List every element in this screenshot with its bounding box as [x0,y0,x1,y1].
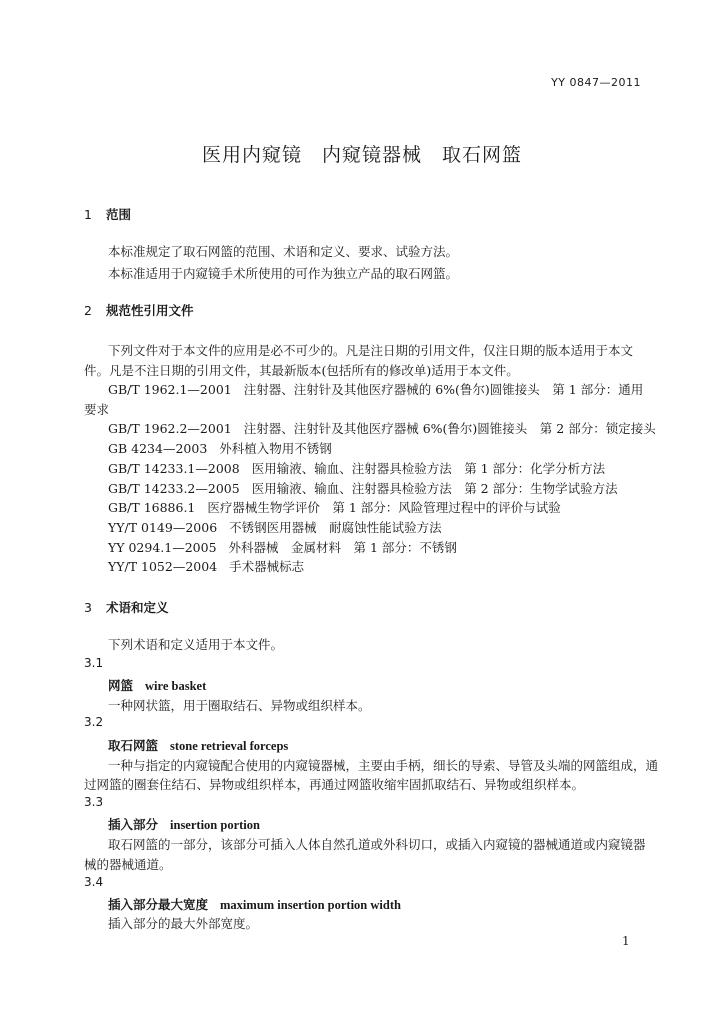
section-title: 规范性引用文件 [106,303,194,318]
reference-item [108,479,618,497]
reference-code: YY/T 1052—2004 [108,559,218,574]
reference-code: GB/T 14233.2—2005 [108,481,240,496]
reference-title: 不锈钢医用器械 耐腐蚀性能试验方法 [229,520,442,535]
document-title: 医用内窥镜 内窥镜器械 取石网篮 [201,144,522,166]
section-number: 1 [84,207,92,222]
section-1-heading [84,205,131,223]
term-en: wire basket [145,679,207,693]
section-number: 2 [84,303,92,318]
term-definition: 一种与指定的内窥镜配合使用的内窥镜器械，主要由手柄，细长的导索、导管及头端的网篮组成，通 [108,758,659,773]
reference-title: 注射器、注射针及其他医疗器械的 6%(鲁尔)圆锥接头 第 1 部分：通用 [243,382,644,397]
term-zh: 插入部分最大宽度 [108,897,209,912]
reference-code: GB/T 1962.1—2001 [108,382,232,397]
page-number: 1 [622,934,630,948]
term-definition: 插入部分的最大外部宽度。 [108,916,259,931]
paragraph: 下列文件对于本文件的应用是必不可少的。凡是注日期的引用文件，仅注日期的版本适用于本文 [108,343,634,358]
reference-title: 医疗器械生物学评价 第 1 部分：风险管理过程中的评价与试验 [207,500,561,515]
term-definition: 一种网状篮，用于圈取结石、异物或组织样本。 [108,698,371,713]
reference-item [108,380,643,398]
term-en: maximum insertion portion width [220,898,401,912]
reference-code: GB 4234—2003 [108,441,208,456]
reference-code: YY 0294.1—2005 [108,540,217,555]
paragraph: 下列术语和定义适用于本文件。 [108,637,284,652]
reference-item [108,439,332,457]
term-number: 3.4 [84,875,104,889]
section-title: 范围 [106,207,132,222]
paragraph: 件。凡是不注日期的引用文件，其最新版本(包括所有的修改单)适用于本文件。 [84,363,519,378]
term-number: 3.1 [84,656,104,670]
section-3-heading [84,598,169,616]
standard-number: YY 0847—2011 [551,76,641,89]
term-heading [108,815,260,833]
reference-title: 手术器械标志 [229,559,305,574]
term-zh: 取石网篮 [108,738,159,753]
term-definition: 械的器械通道。 [84,857,172,872]
reference-title: 外科植入物用不锈钢 [219,441,332,456]
reference-code: YY/T 0149—2006 [108,520,218,535]
reference-code: GB/T 14233.1—2008 [108,461,240,476]
paragraph: 本标准规定了取石网篮的范围、术语和定义、要求、试验方法。 [108,244,459,259]
reference-continuation: 要求 [84,402,110,417]
term-heading [108,895,401,913]
term-zh: 网篮 [108,678,134,693]
section-number: 3 [84,600,92,615]
term-number: 3.2 [84,715,104,729]
reference-item [108,557,304,575]
term-definition: 取石网篮的一部分，该部分可插入人体自然孔道或外科切口，或插入内窥镜的器械通道或内窥镜器 [108,837,646,852]
section-title: 术语和定义 [106,600,169,615]
term-number: 3.3 [84,795,104,809]
reference-item [108,419,656,437]
term-en: stone retrieval forceps [170,739,289,753]
term-heading [108,676,206,694]
term-en: insertion portion [170,818,260,832]
term-zh: 插入部分 [108,817,159,832]
reference-item [108,538,457,556]
term-definition: 过网篮的圈套住结石、异物或组织样本，再通过网篮收缩牢固抓取结石、异物或组织样本。 [84,777,585,792]
reference-item [108,518,442,536]
reference-code: GB/T 16886.1 [108,500,196,515]
term-heading [108,736,288,754]
reference-code: GB/T 1962.2—2001 [108,421,232,436]
paragraph: 本标准适用于内窥镜手术所使用的可作为独立产品的取石网篮。 [108,266,459,281]
reference-title: 医用输液、输血、注射器具检验方法 第 2 部分：生物学试验方法 [251,481,618,496]
reference-title: 医用输液、输血、注射器具检验方法 第 1 部分：化学分析方法 [251,461,606,476]
section-2-heading [84,301,194,319]
reference-title: 外科器械 金属材料 第 1 部分：不锈钢 [228,540,457,555]
reference-item [108,498,561,516]
reference-title: 注射器、注射针及其他医疗器械 6%(鲁尔)圆锥接头 第 2 部分：锁定接头 [243,421,656,436]
reference-item [108,459,605,477]
